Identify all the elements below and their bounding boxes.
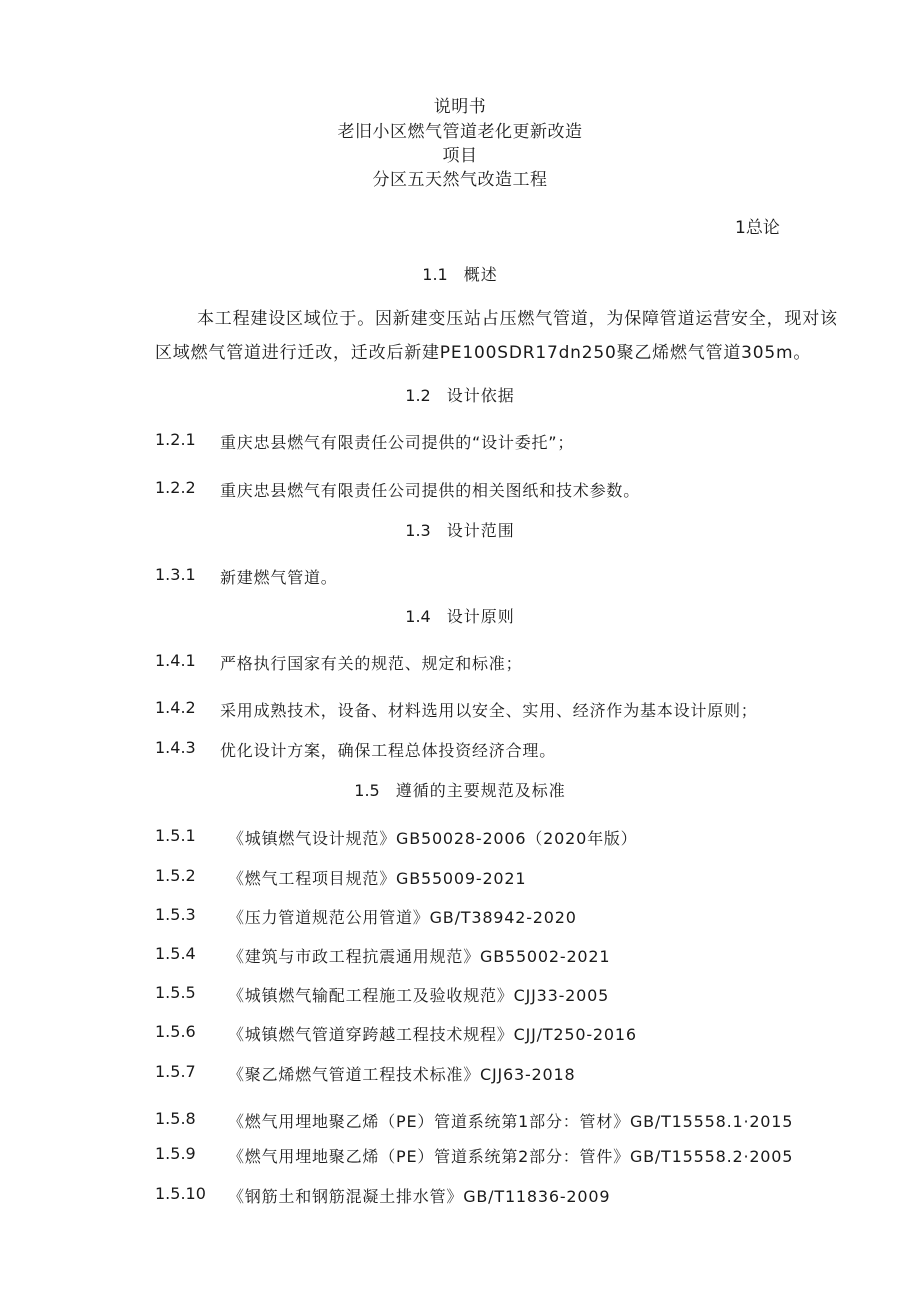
item-text: 《燃气工程项目规范》GB55009-2021 <box>228 869 527 888</box>
chapter-heading: 1总论 <box>735 218 780 238</box>
list-item <box>0 1062 920 1086</box>
list-item <box>0 698 920 722</box>
list-item <box>0 983 920 1007</box>
item-text: 《城镇燃气管道穿跨越工程技术规程》CJJ/T250-2016 <box>228 1025 637 1044</box>
list-item <box>0 866 920 890</box>
section-number: 1.3 <box>405 521 431 540</box>
section-heading-1-4 <box>0 604 920 627</box>
item-number: 1.4.2 <box>155 698 196 717</box>
item-text: 《城镇燃气输配工程施工及验收规范》CJJ33-2005 <box>228 986 610 1005</box>
item-text: 《压力管道规范公用管道》GB/T38942-2020 <box>228 908 577 927</box>
section-title: 遵循的主要规范及标准 <box>395 781 566 800</box>
item-text: 《城镇燃气设计规范》GB50028-2006（2020年版） <box>228 829 638 848</box>
section-title: 概述 <box>463 265 498 284</box>
item-number: 1.5.6 <box>155 1022 196 1041</box>
list-item <box>0 478 920 502</box>
item-text: 《钢筋土和钢筋混凝土排水管》GB/T11836-2009 <box>228 1187 611 1206</box>
item-text: 采用成熟技术，设备、材料选用以安全、实用、经济作为基本设计原则； <box>220 701 758 720</box>
item-number: 1.4.3 <box>155 738 196 757</box>
section-heading-1-5 <box>0 778 920 801</box>
section-heading-1-1 <box>0 262 920 285</box>
item-number: 1.5.3 <box>155 905 196 924</box>
list-item <box>0 738 920 762</box>
item-number: 1.5.8 <box>155 1109 196 1128</box>
item-number: 1.3.1 <box>155 565 196 584</box>
intro-paragraph-line-2: 区域燃气管道进行迁改，迁改后新建PE100SDR17dn250聚乙烯燃气管道305m。 <box>155 343 812 363</box>
intro-paragraph-line-1: 本工程建设区域位于。因新建变压站占压燃气管道，为保障管道运营安全，现对该 <box>197 309 838 329</box>
doc-title-line-2: 老旧小区燃气管道老化更新改造 <box>337 122 583 142</box>
list-item <box>0 1144 920 1168</box>
section-number: 1.2 <box>405 386 431 405</box>
item-number: 1.5.10 <box>155 1184 206 1203</box>
section-number: 1.5 <box>354 781 380 800</box>
item-number: 1.5.1 <box>155 826 196 845</box>
section-number: 1.4 <box>405 607 431 626</box>
item-text: 重庆忠县燃气有限责任公司提供的相关图纸和技术参数。 <box>220 481 641 500</box>
list-item <box>0 565 920 589</box>
item-number: 1.5.7 <box>155 1062 196 1081</box>
item-number: 1.2.2 <box>155 478 196 497</box>
item-text: 优化设计方案，确保工程总体投资经济合理。 <box>220 741 557 760</box>
section-heading-1-2 <box>0 383 920 406</box>
item-text: 《建筑与市政工程抗震通用规范》GB55002-2021 <box>228 947 611 966</box>
section-title: 设计依据 <box>446 386 515 405</box>
doc-title-line-4: 分区五天然气改造工程 <box>372 170 548 190</box>
item-text: 《聚乙烯燃气管道工程技术标准》CJJ63-2018 <box>228 1065 576 1084</box>
item-number: 1.5.2 <box>155 866 196 885</box>
item-number: 1.4.1 <box>155 651 196 670</box>
section-title: 设计范围 <box>446 521 515 540</box>
item-text: 重庆忠县燃气有限责任公司提供的“设计委托”； <box>220 433 575 452</box>
list-item <box>0 1022 920 1046</box>
item-number: 1.5.4 <box>155 944 196 963</box>
list-item <box>0 430 920 454</box>
item-number: 1.2.1 <box>155 430 196 449</box>
item-number: 1.5.9 <box>155 1144 196 1163</box>
item-text: 《燃气用埋地聚乙烯（PE）管道系统第1部分：管材》GB/T15558.1·2015 <box>228 1112 794 1131</box>
section-number: 1.1 <box>422 265 448 284</box>
list-item <box>0 944 920 968</box>
section-heading-1-3 <box>0 518 920 541</box>
list-item <box>0 651 920 675</box>
list-item <box>0 1109 920 1133</box>
item-text: 严格执行国家有关的规范、规定和标准； <box>220 654 523 673</box>
doc-title-line-3: 项目 <box>442 146 478 166</box>
list-item <box>0 905 920 929</box>
list-item <box>0 826 920 850</box>
doc-title-line-1: 说明书 <box>433 97 487 117</box>
item-text: 新建燃气管道。 <box>220 568 338 587</box>
item-number: 1.5.5 <box>155 983 196 1002</box>
section-title: 设计原则 <box>446 607 515 626</box>
item-text: 《燃气用埋地聚乙烯（PE）管道系统第2部分：管件》GB/T15558.2·2005 <box>228 1147 794 1166</box>
list-item <box>0 1184 920 1208</box>
